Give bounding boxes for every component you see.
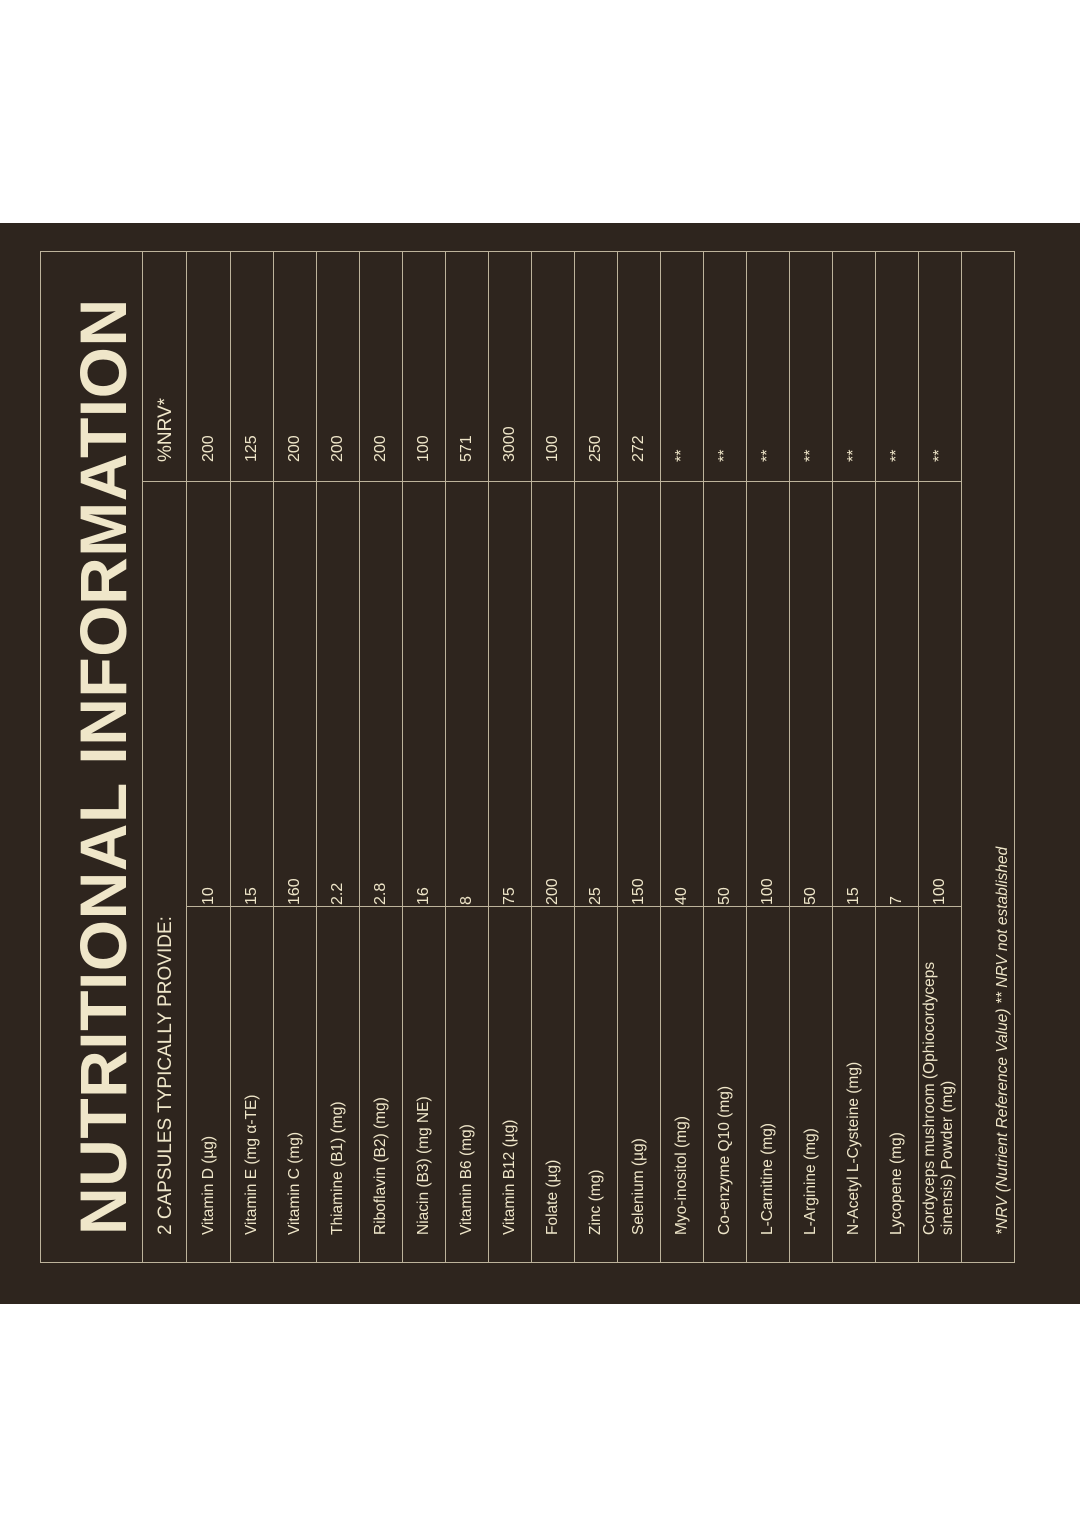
row-divider <box>832 251 833 1263</box>
row-divider <box>316 251 317 1263</box>
table-row <box>230 435 273 1235</box>
row-divider <box>445 251 446 1263</box>
nutrient-nrv: 125 <box>243 435 260 462</box>
table-row <box>273 435 316 1235</box>
row-divider <box>875 251 876 1263</box>
nutrient-amount: 15 <box>845 887 862 905</box>
nutrient-nrv: ** <box>716 449 733 462</box>
nutrient-nrv: 250 <box>587 435 604 462</box>
table-row <box>746 449 789 1235</box>
nutrient-nrv: ** <box>888 449 905 462</box>
table-row <box>703 449 746 1235</box>
page-title: NUTRITIONAL INFORMATION <box>66 298 140 1235</box>
nutrient-amount: 200 <box>544 878 561 905</box>
nutrient-amount: 150 <box>630 878 647 905</box>
nutrient-name: Vitamin D (µg) <box>200 1135 217 1235</box>
serving-subtitle: 2 CAPSULES TYPICALLY PROVIDE: <box>155 916 176 1235</box>
nutrient-nrv: 571 <box>458 435 475 462</box>
table-row <box>187 435 230 1235</box>
nutrient-amount: 2.8 <box>372 882 389 905</box>
table-row <box>402 435 445 1235</box>
table-row <box>789 449 832 1235</box>
nutrient-amount: 16 <box>415 887 432 905</box>
nutrient-name: Myo-inositol (mg) <box>673 1116 690 1235</box>
nutrient-amount: 100 <box>759 878 776 905</box>
row-divider <box>617 251 618 1263</box>
row-divider <box>961 251 962 1263</box>
nutrient-name: Selenium (µg) <box>630 1138 647 1235</box>
nutrition-label <box>0 222 1080 1527</box>
nutrient-name: Vitamin E (mg α-TE) <box>243 1094 260 1235</box>
nutrient-name: Cordyceps mushroom (Ophiocordyceps sinensis) Powder (mg) <box>921 961 956 1235</box>
nutrient-nrv: ** <box>673 449 690 462</box>
row-divider <box>574 251 575 1263</box>
nutrient-name: Niacin (B3) (mg NE) <box>415 1096 432 1235</box>
title-divider <box>142 251 143 1263</box>
row-divider <box>488 251 489 1263</box>
nutrient-name: Co-enzyme Q10 (mg) <box>716 1085 733 1235</box>
nutrient-amount: 40 <box>673 887 690 905</box>
nutrient-amount: 8 <box>458 896 475 905</box>
nutrient-name: L-Arginine (mg) <box>802 1128 819 1235</box>
nutrient-name: Lycopene (mg) <box>888 1132 905 1235</box>
amount-column-divider <box>187 906 961 907</box>
nutrient-name: Folate (µg) <box>544 1159 561 1235</box>
nutrient-amount: 25 <box>587 887 604 905</box>
nutrient-name: N-Acetyl L-Cysteine (mg) <box>845 1061 862 1235</box>
table-row <box>918 449 961 1235</box>
table-row <box>617 435 660 1235</box>
table-row <box>574 435 617 1235</box>
row-divider <box>531 251 532 1263</box>
table-row <box>359 435 402 1235</box>
nutrient-amount: 2.2 <box>329 882 346 905</box>
nutrient-amount: 10 <box>200 887 217 905</box>
nutrient-amount: 160 <box>286 878 303 905</box>
row-divider <box>789 251 790 1263</box>
nutrient-amount: 15 <box>243 887 260 905</box>
nutrient-nrv: ** <box>759 449 776 462</box>
nutrient-nrv: ** <box>845 449 862 462</box>
nutrient-amount: 50 <box>802 887 819 905</box>
nutrient-nrv: 272 <box>630 435 647 462</box>
nutrient-nrv: 100 <box>544 435 561 462</box>
nrv-column-divider <box>142 481 961 482</box>
nutrient-nrv: 200 <box>372 435 389 462</box>
table-row <box>660 449 703 1235</box>
table-row <box>445 435 488 1235</box>
table-row <box>488 426 531 1235</box>
table-row <box>832 449 875 1235</box>
nutrient-nrv: 3000 <box>501 426 518 462</box>
footnote: *NRV (Nutrient Reference Value) ** NRV not established <box>994 846 1011 1235</box>
nutrient-name: Vitamin C (mg) <box>286 1131 303 1235</box>
table-row <box>316 435 359 1235</box>
nutrient-nrv: ** <box>802 449 819 462</box>
nutrient-name: L-Carnitine (mg) <box>759 1123 776 1235</box>
nutrient-nrv: 200 <box>286 435 303 462</box>
nutrient-amount: 7 <box>888 896 905 905</box>
nutrient-name: Vitamin B6 (mg) <box>458 1124 475 1235</box>
nutrient-amount: 50 <box>716 887 733 905</box>
nutrient-nrv: 100 <box>415 435 432 462</box>
nutrient-nrv: ** <box>931 449 948 462</box>
nutrient-name: Zinc (mg) <box>587 1169 604 1235</box>
row-divider <box>918 251 919 1263</box>
nutrient-amount: 75 <box>501 887 518 905</box>
nutrient-name: Vitamin B12 (µg) <box>501 1119 518 1235</box>
row-divider <box>230 251 231 1263</box>
table-row <box>531 435 574 1235</box>
nutrient-name: Riboflavin (B2) (mg) <box>372 1097 389 1235</box>
nutrient-nrv: 200 <box>200 435 217 462</box>
nutrient-nrv: 200 <box>329 435 346 462</box>
nrv-column-header: %NRV* <box>155 397 176 462</box>
table-row <box>875 449 918 1235</box>
row-divider <box>703 251 704 1263</box>
nutrient-name: Thiamine (B1) (mg) <box>329 1101 346 1235</box>
row-divider <box>660 251 661 1263</box>
row-divider <box>273 251 274 1263</box>
row-divider <box>746 251 747 1263</box>
row-divider <box>359 251 360 1263</box>
nutrient-amount: 100 <box>931 878 948 905</box>
header-divider <box>186 251 187 1263</box>
row-divider <box>402 251 403 1263</box>
